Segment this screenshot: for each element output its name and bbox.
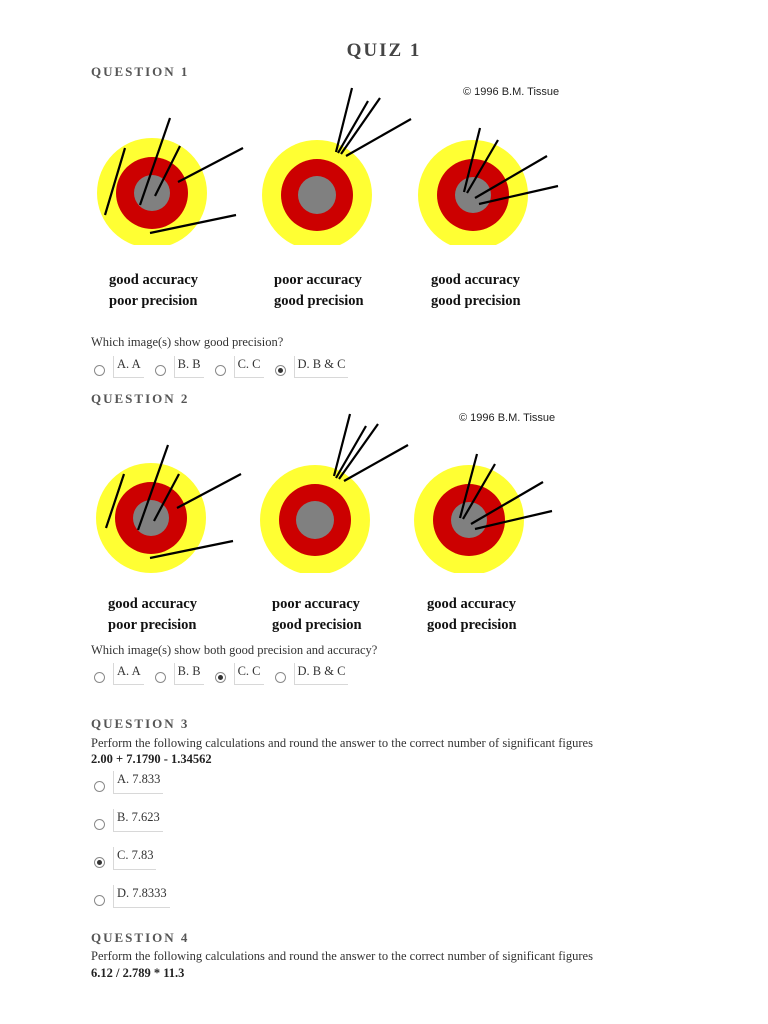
question-2-heading: QUESTION 2 bbox=[91, 391, 190, 406]
q1-option-d-label: D. B & C bbox=[294, 356, 349, 378]
caption-a-q2-line2: poor precision bbox=[108, 617, 197, 633]
q2-option-d-label: D. B & C bbox=[294, 663, 349, 685]
q3-option-b[interactable] bbox=[91, 809, 170, 832]
q1-option-a-radio[interactable] bbox=[94, 365, 105, 376]
caption-a bbox=[109, 270, 198, 312]
q1-option-a-label: A. A bbox=[113, 356, 144, 378]
target-c bbox=[418, 128, 558, 245]
q1-option-b-label: B. B bbox=[174, 356, 204, 378]
target-c bbox=[414, 454, 552, 573]
q3-option-c[interactable] bbox=[91, 847, 170, 870]
question-3-heading: QUESTION 3 bbox=[91, 716, 190, 731]
question-3-prompt: Perform the following calculations and round the answer to the correct number of significant figures bbox=[91, 736, 593, 750]
caption-a-line2: poor precision bbox=[109, 293, 198, 309]
target-figure-q2 bbox=[90, 408, 590, 573]
q3-option-a-label: A. 7.833 bbox=[113, 771, 163, 794]
caption-a-q2-line1: good accuracy bbox=[108, 596, 197, 612]
q3-option-a[interactable] bbox=[91, 771, 170, 794]
q2-option-b-label: B. B bbox=[174, 663, 204, 685]
q1-option-b-radio[interactable] bbox=[155, 365, 166, 376]
copyright-text: © 1996 B.M. Tissue bbox=[463, 86, 560, 98]
target-b bbox=[262, 88, 411, 245]
caption-a-line1: good accuracy bbox=[109, 272, 198, 288]
caption-c-line1: good accuracy bbox=[431, 272, 520, 288]
question-4-heading: QUESTION 4 bbox=[91, 930, 190, 945]
q3-option-c-label: C. 7.83 bbox=[113, 847, 156, 870]
target-a bbox=[97, 118, 243, 245]
q3-option-c-radio[interactable] bbox=[94, 857, 105, 868]
q1-option-a[interactable] bbox=[91, 356, 144, 378]
target-b bbox=[260, 414, 408, 573]
q3-option-b-radio[interactable] bbox=[94, 819, 105, 830]
caption-b-q2-line1: poor accuracy bbox=[272, 596, 360, 612]
page-title: QUIZ 1 bbox=[346, 40, 422, 61]
q1-option-b[interactable] bbox=[152, 356, 204, 378]
q1-option-d[interactable] bbox=[272, 356, 349, 378]
q2-option-d-radio[interactable] bbox=[275, 672, 286, 683]
question-1-options bbox=[91, 356, 356, 378]
question-3-options bbox=[91, 771, 178, 923]
q3-option-d-label: D. 7.8333 bbox=[113, 885, 170, 908]
target-a bbox=[96, 445, 241, 573]
caption-c-q2-line2: good precision bbox=[427, 617, 517, 633]
caption-b-q2 bbox=[272, 594, 362, 636]
question-4-expression: 6.12 / 2.789 * 11.3 bbox=[91, 966, 185, 980]
question-1-heading: QUESTION 1 bbox=[91, 64, 190, 79]
q2-option-b-radio[interactable] bbox=[155, 672, 166, 683]
q2-option-a[interactable] bbox=[91, 663, 144, 685]
q3-option-a-radio[interactable] bbox=[94, 781, 105, 792]
caption-b-line2: good precision bbox=[274, 293, 364, 309]
caption-b-line1: poor accuracy bbox=[274, 272, 362, 288]
q3-option-d-radio[interactable] bbox=[94, 895, 105, 906]
q2-option-c[interactable] bbox=[212, 663, 264, 685]
question-3-expression: 2.00 + 7.1790 - 1.34562 bbox=[91, 752, 212, 766]
copyright-text-2: © 1996 B.M. Tissue bbox=[459, 412, 556, 424]
question-1-prompt: Which image(s) show good precision? bbox=[91, 335, 284, 349]
q2-option-a-radio[interactable] bbox=[94, 672, 105, 683]
q2-option-d[interactable] bbox=[272, 663, 349, 685]
caption-c-q2 bbox=[427, 594, 517, 636]
caption-b bbox=[274, 270, 364, 312]
q2-option-b[interactable] bbox=[152, 663, 204, 685]
caption-c-line2: good precision bbox=[431, 293, 521, 309]
caption-b-q2-line2: good precision bbox=[272, 617, 362, 633]
question-2-prompt: Which image(s) show both good precision and accuracy? bbox=[91, 643, 378, 657]
q2-option-a-label: A. A bbox=[113, 663, 144, 685]
q2-option-c-label: C. C bbox=[234, 663, 264, 685]
q3-option-b-label: B. 7.623 bbox=[113, 809, 163, 832]
caption-a-q2 bbox=[108, 594, 197, 636]
target-figure-q1 bbox=[90, 80, 590, 245]
q3-option-d[interactable] bbox=[91, 885, 170, 908]
q1-option-c-radio[interactable] bbox=[215, 365, 226, 376]
caption-c-q2-line1: good accuracy bbox=[427, 596, 516, 612]
question-4-prompt: Perform the following calculations and round the answer to the correct number of significant figures bbox=[91, 949, 593, 963]
q2-option-c-radio[interactable] bbox=[215, 672, 226, 683]
q1-option-d-radio[interactable] bbox=[275, 365, 286, 376]
q1-option-c-label: C. C bbox=[234, 356, 264, 378]
caption-c bbox=[431, 270, 521, 312]
q1-option-c[interactable] bbox=[212, 356, 264, 378]
question-2-options bbox=[91, 663, 356, 685]
